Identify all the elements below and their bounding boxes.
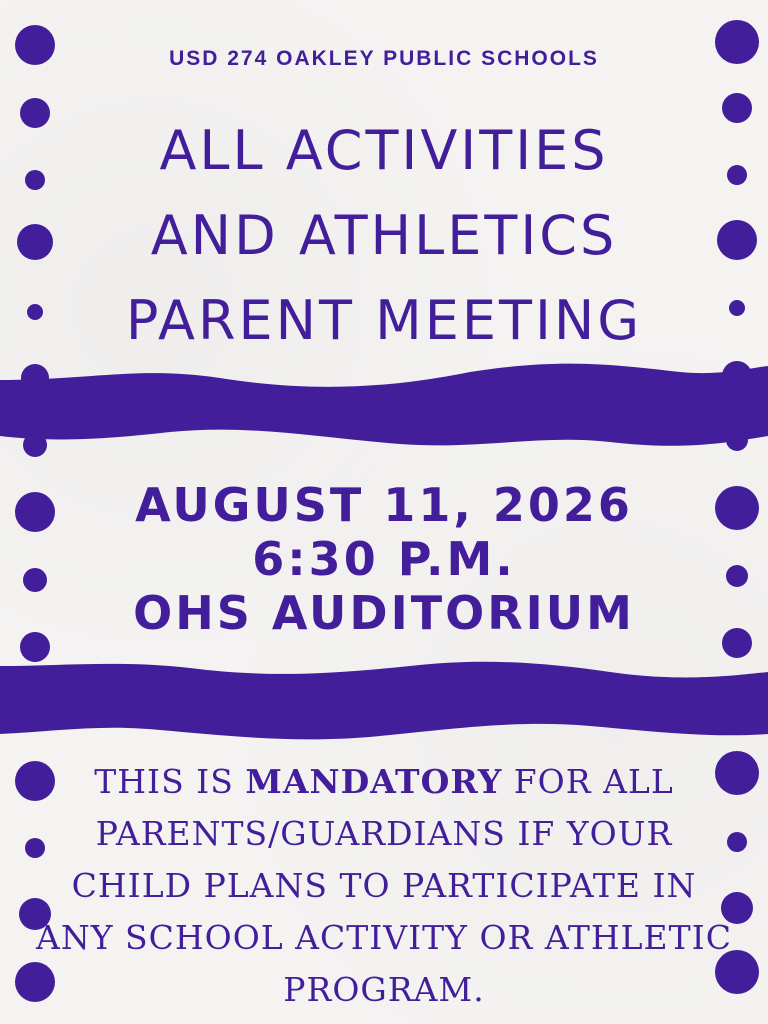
notice-emphasis: MANDATORY (245, 762, 503, 801)
event-details (0, 478, 768, 640)
title-line: AND ATHLETICS (150, 204, 618, 267)
event-time: 6:30 P.M. (252, 532, 516, 586)
meeting-title (0, 108, 768, 363)
event-date: AUGUST 11, 2026 (135, 478, 633, 532)
notice-prefix: THIS IS (94, 762, 246, 801)
mandatory-notice (36, 756, 732, 1016)
title-line: PARENT MEETING (125, 289, 643, 352)
notice-suffix: FOR ALL PARENTS/GUARDIANS IF YOUR CHILD PLANS TO PARTICIPATE IN ANY SCHOOL ACTIVITY OR ATHLETIC PROGRAM. (36, 762, 732, 1009)
title-line: ALL ACTIVITIES (159, 119, 609, 182)
wave-band-top (0, 358, 768, 462)
event-location: OHS AUDITORIUM (133, 586, 635, 640)
organization-name: USD 274 OAKLEY PUBLIC SCHOOLS (169, 47, 599, 70)
wave-band-bottom (0, 652, 768, 754)
